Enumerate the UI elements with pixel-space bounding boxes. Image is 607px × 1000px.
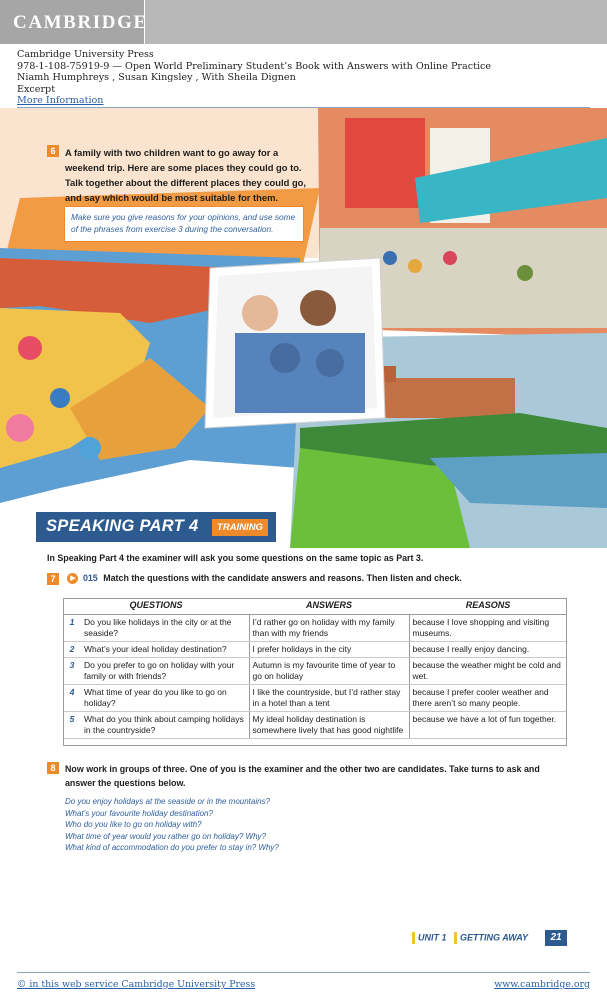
more-information-link[interactable]: More Information [17,95,104,107]
brand-bar [0,0,607,44]
pedestrian-2 [408,259,422,273]
task-8-number: 8 [47,762,59,774]
red-building [345,118,425,208]
page-number: 21 [545,930,567,946]
task-7-instructions: Match the questions with the candidate answers and reasons. Then listen and check. [103,573,462,583]
cafe-guest [517,265,533,281]
reason-cell: because I prefer cooler weather and there aren’t so many people. [409,684,567,711]
reason-cell: because I really enjoy dancing. [409,641,567,657]
tip-box: Make sure you give reasons for your opinions, and use some of the phrases from exercise 3 during the conversation. [64,206,304,242]
umbrella-3 [6,414,34,442]
brand-box [0,0,148,44]
task-6 [47,145,312,203]
task-6-instructions: A family with two children want to go away for a weekend trip. Here are some places they could go to. Talk together about the different places they could go, and say which would be most suitable for them. [65,147,306,203]
reason-cell: because we have a lot of fun together. [409,711,567,738]
table-row [63,684,567,711]
answer-cell: My ideal holiday destination is somewhere lively that has good nightlife [249,711,409,738]
unit-title: GETTING AWAY [460,932,529,943]
practice-question: What kind of accommodation do you prefer to stay in? Why? [65,843,279,853]
pedestrian-3 [443,251,457,265]
cambridge-site-link[interactable]: www.cambridge.org [494,979,590,990]
practice-question: What’s your favourite holiday destination? [65,808,213,818]
unit-label [412,932,528,944]
copyright-link[interactable]: © in this web service Cambridge University Press [17,979,256,990]
family-clothing [235,333,365,413]
umbrella-4 [79,437,101,459]
table-row [63,614,567,641]
row-number: 5 [63,711,81,738]
row-number: 3 [63,657,81,684]
authors: Niamh Humphreys , Susan Kingsley , With Sheila Dignen [17,72,296,84]
reason-cell: because I love shopping and visiting museums. [409,614,567,641]
task-7-number: 7 [47,573,59,585]
unit-bar-icon [454,932,457,944]
answer-cell: I’d rather go on holiday with my family than with my friends [249,614,409,641]
speaking-part-title: SPEAKING PART 4 [46,517,199,535]
answer-cell: I prefer holidays in the city [249,641,409,657]
part-4-intro: In Speaking Part 4 the examiner will ask you some questions on the same topic as Part 3. [47,553,424,563]
task-7 [47,573,462,585]
castle [375,378,515,418]
unit-number: UNIT 1 [418,932,447,943]
question-cell: What’s your ideal holiday destination? [81,641,249,657]
practice-questions [65,796,279,854]
unit-bar-icon [412,932,415,944]
father [242,295,278,331]
questions-header: QUESTIONS [63,598,249,614]
pedestrian-1 [383,251,397,265]
table-header-row [63,598,567,614]
row-number: 4 [63,684,81,711]
umbrella-2 [50,388,70,408]
practice-question: Who do you like to go on holiday with? [65,820,202,830]
row-number: 2 [63,641,81,657]
table-row [63,711,567,738]
matching-table [63,598,567,739]
question-cell: What do you think about camping holidays in the countryside? [81,711,249,738]
question-cell: Do you prefer to go on holiday with your family or with friends? [81,657,249,684]
question-cell: What time of year do you like to go on holiday? [81,684,249,711]
task-8 [47,762,567,788]
practice-question: Do you enjoy holidays at the seaside or in the mountains? [65,797,271,806]
publisher: Cambridge University Press [17,49,154,60]
audio-track-number: 015 [82,573,98,583]
answers-header: ANSWERS [249,598,409,614]
isbn-title: 978-1-108-75919-9 — Open World Preliminary Student’s Book with Answers with Online Practice [17,60,492,72]
book-metadata [17,49,491,107]
training-tag: TRAINING [212,519,268,536]
row-number: 1 [63,614,81,641]
reasons-header: REASONS [409,598,567,614]
umbrella-1 [18,336,42,360]
answer-cell: Autumn is my favourite time of year to go on holiday [249,657,409,684]
practice-question: What time of year would you rather go on holiday? Why? [65,831,266,841]
excerpt-label: Excerpt [17,83,56,95]
task-6-number: 6 [47,145,59,157]
table-row [63,657,567,684]
task-8-instructions: Now work in groups of three. One of you is the examiner and the other two are candidates. Take turns to ask and answer the questions below. [65,764,540,788]
bottom-divider [17,972,590,973]
mother [300,290,336,326]
question-cell: Do you like holidays in the city or at the seaside? [81,614,249,641]
audio-icon[interactable]: ▶ [67,573,78,584]
answer-cell: I like the countryside, but I’d rather stay in a hotel than a tent [249,684,409,711]
cambridge-logo: CAMBRIDGE [13,12,148,33]
table-row [63,641,567,657]
reason-cell: because the weather might be cold and wet. [409,657,567,684]
